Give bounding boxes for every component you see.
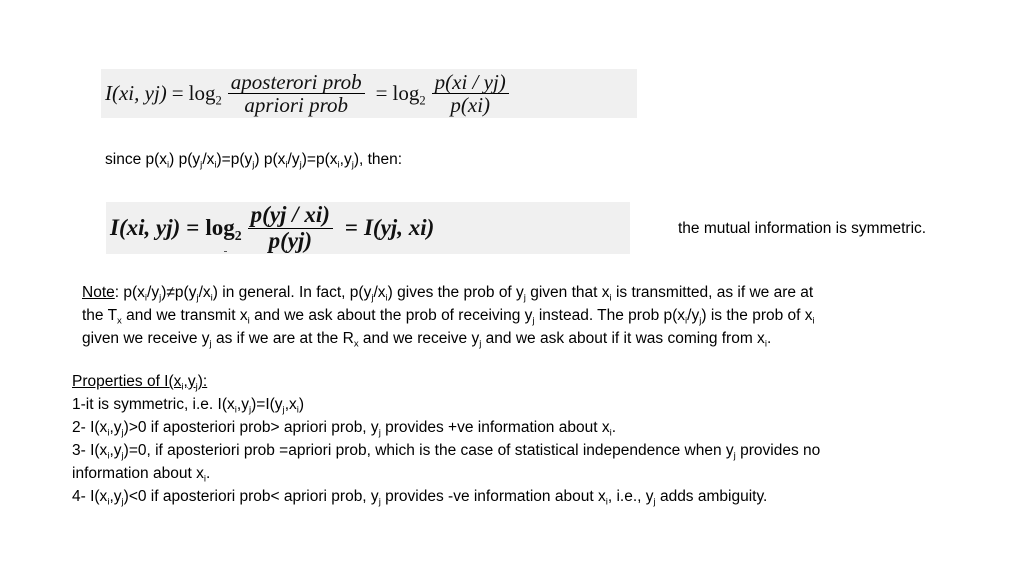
- divider-mark: [224, 251, 227, 252]
- properties-title: Properties of $I(x_i,y_j)$:: [72, 373, 208, 393]
- eq2-equals: =: [186, 215, 200, 240]
- eq2-equals-2: =: [344, 215, 358, 240]
- eq1-equals-2: =: [375, 81, 388, 105]
- eq1-frac2-numerator: p(xi / yj): [432, 71, 509, 94]
- property-1: 1-it is symmetric, i.e. $I(x_i,y_j)=I(y_j,x_i)$: [72, 396, 305, 416]
- equation-2-image: [106, 202, 630, 254]
- eq1-lhs: I(xi, yj): [105, 81, 167, 105]
- note-line-2: the $T_x$ and we transmit $x_i$ and we ask about the prob of receiving $y_j$ instead. The prob $p(x_i/y_j)$ is the prob of $x_i$: [82, 307, 815, 327]
- note-line-3: given we receive $y_j$ as if we are at the $R_x$ and we receive $y_j$ and we ask about if it was coming from $x_i$.: [82, 330, 772, 350]
- eq2-denominator: p(yj): [268, 227, 312, 253]
- eq1-fraction-1: [228, 71, 365, 116]
- eq2-numerator: p(yj / xi): [248, 203, 333, 228]
- equation-1-image: [101, 69, 637, 118]
- note-line-1: Note: $p(x_i/y_j)\ne p(y_j/x_i)$ in general. In fact, $p(y_j/x_i)$ gives the prob of $y_j$ given that $x_i$ is transmitted, as if we are at: [82, 284, 814, 304]
- property-4: 4- $I(x_i,y_j)<0$ if aposteriori prob< apriori prob, $y_j$ provides -ve information about $x_i$, i.e., $y_j$ adds ambiguity.: [72, 488, 768, 508]
- note-label: Note: [82, 284, 115, 301]
- eq1-frac1-denominator: apriori prob: [244, 93, 349, 117]
- eq1-log: $\log_2$: [188, 81, 222, 108]
- eq1-frac1-numerator: aposterori prob: [228, 71, 365, 94]
- eq2-rhs: I(yj, xi): [363, 215, 435, 240]
- eq1-equals: =: [171, 81, 184, 105]
- property-3-continued: information about $x_i$.: [72, 465, 211, 485]
- eq2-fraction: [248, 203, 333, 252]
- since-line: since $p(x_i)$ $p(y_j/x_i)=p(y_j)$ $p(x_i/y_j)=p(x_i,y_j)$, then:: [105, 151, 403, 171]
- eq2-lhs: I(xi, yj): [110, 215, 181, 240]
- eq1-frac2-denominator: p(xi): [450, 93, 491, 117]
- eq1-log-2: $\log_2$: [392, 81, 426, 108]
- eq1-fraction-2: [432, 71, 509, 116]
- symmetric-note: the mutual information is symmetric.: [678, 220, 927, 237]
- property-2: 2- $I(x_i,y_j)>0$ if aposteriori prob> apriori prob, $y_j$ provides +ve information about $x_i$.: [72, 419, 617, 439]
- property-3: 3- $I(x_i,y_j)=0$, if aposteriori prob =apriori prob, which is the case of statistical independence when $y_j$ provides no: [72, 442, 821, 462]
- eq2-log: $\log_2$: [205, 215, 242, 243]
